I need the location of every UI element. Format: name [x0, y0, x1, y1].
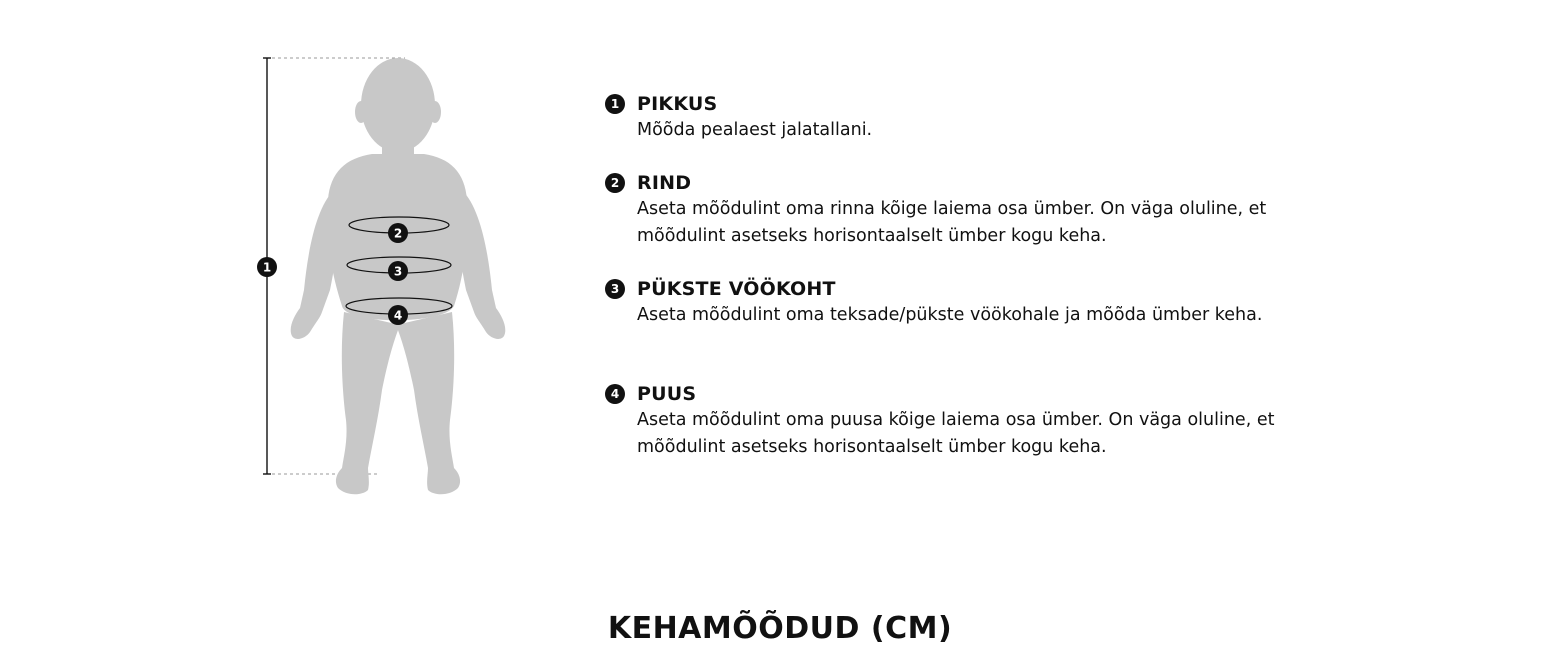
height-marker-number: 1 — [262, 260, 272, 275]
legend-number-badge: 2 — [605, 173, 625, 193]
height-marker-badge — [257, 257, 277, 277]
child-silhouette-diagram — [250, 50, 520, 505]
chest-marker-badge — [388, 223, 408, 243]
body-measurement-figure — [250, 50, 520, 505]
silhouette-ear-left — [355, 101, 367, 123]
hip-marker-number: 4 — [393, 308, 403, 323]
waist-marker-badge — [388, 261, 408, 281]
section-title: KEHAMÕÕDUD (CM) — [607, 611, 953, 646]
legend-item-description: Aseta mõõdulint oma rinna kõige laiema osa ümber. On väga oluline, et mõõdulint asetseks horisontaalselt ümber kogu keha. — [637, 199, 1267, 246]
hip-marker-badge — [388, 305, 408, 325]
legend-number-badge: 1 — [605, 94, 625, 114]
silhouette-leg-left — [336, 312, 400, 494]
waist-marker-number: 3 — [393, 264, 403, 279]
legend-item-description: Aseta mõõdulint oma puusa kõige laiema osa ümber. On väga oluline, et mõõdulint asetseks horisontaalselt ümber kogu keha. — [637, 410, 1275, 457]
legend-number-badge: 3 — [605, 279, 625, 299]
legend-item-title: PUUS — [637, 383, 697, 405]
silhouette-leg-right — [396, 312, 460, 494]
legend-number-badge: 4 — [605, 384, 625, 404]
silhouette-ear-right — [429, 101, 441, 123]
legend-item-description: Mõõda pealaest jalatallani. — [637, 120, 873, 140]
chest-marker-number: 2 — [393, 226, 403, 241]
legend-item-title: RIND — [637, 172, 692, 194]
legend-item-description: Aseta mõõdulint oma teksade/pükste vöökohale ja mõõda ümber keha. — [637, 305, 1263, 325]
silhouette-head — [361, 58, 435, 152]
legend-item-title: PIKKUS — [637, 93, 718, 115]
legend-item-title: PÜKSTE VÖÖKOHT — [637, 278, 836, 300]
